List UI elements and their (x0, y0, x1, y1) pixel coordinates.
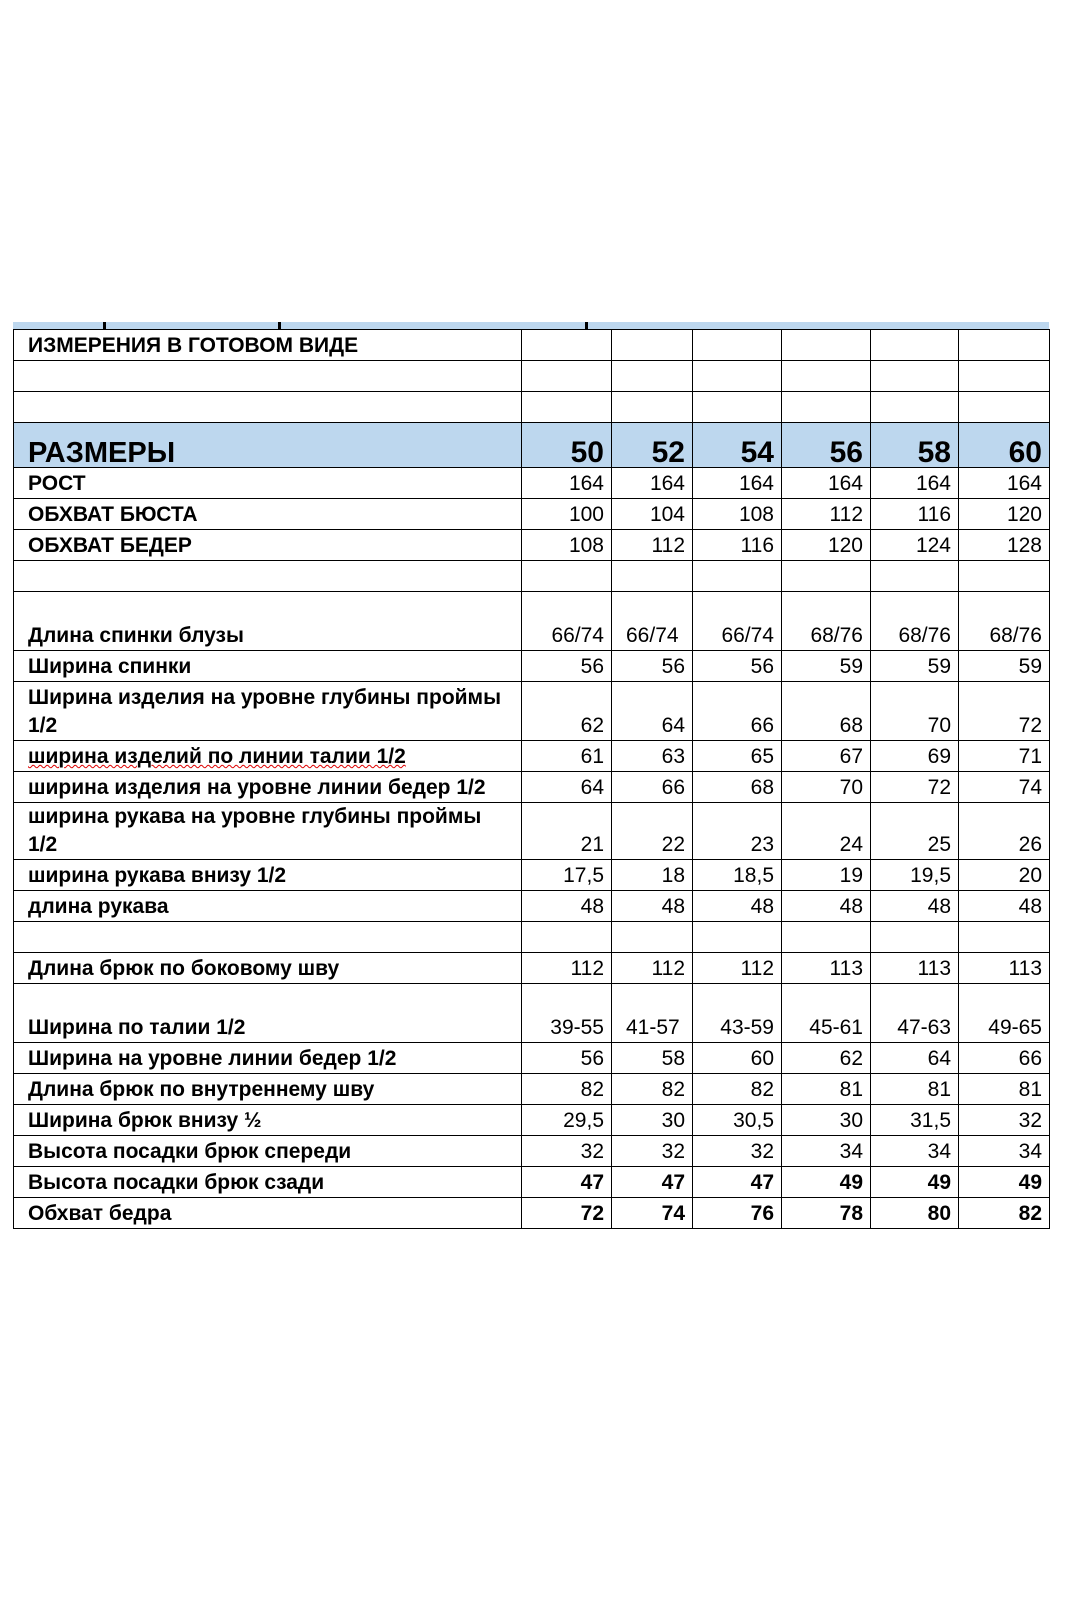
size-header-cell: 58 (871, 423, 959, 468)
value-cell: 64 (612, 682, 693, 741)
empty-cell (871, 361, 959, 392)
value-cell: 47 (522, 1167, 612, 1198)
empty-cell (871, 922, 959, 953)
value-cell: 58 (612, 1043, 693, 1074)
value-cell: 68 (693, 772, 782, 803)
value-cell: 116 (693, 530, 782, 561)
header-strip (13, 322, 1049, 329)
row-label: ширина рукава внизу 1/2 (14, 860, 522, 891)
table-row (14, 803, 1050, 860)
value-cell: 59 (782, 651, 871, 682)
value-cell: 66/74 (693, 592, 782, 651)
value-cell: 120 (959, 499, 1050, 530)
value-cell: 49 (871, 1167, 959, 1198)
value-cell: 71 (959, 741, 1050, 772)
value-cell: 64 (522, 772, 612, 803)
value-cell: 47 (612, 1167, 693, 1198)
value-cell: 164 (693, 468, 782, 499)
empty-cell (612, 561, 693, 592)
empty-cell (959, 392, 1050, 423)
size-header-cell: 60 (959, 423, 1050, 468)
value-cell: 17,5 (522, 860, 612, 891)
value-cell: 68/76 (871, 592, 959, 651)
row-label: РОСТ (14, 468, 522, 499)
value-cell: 59 (959, 651, 1050, 682)
value-cell: 26 (959, 803, 1050, 860)
table-row (14, 984, 1050, 1043)
empty-cell (871, 561, 959, 592)
value-cell: 47 (693, 1167, 782, 1198)
empty-cell (782, 361, 871, 392)
value-cell: 45-61 (782, 984, 871, 1043)
value-cell: 82 (693, 1074, 782, 1105)
row-label: ширина изделий по линии талии 1/2 (14, 741, 522, 772)
value-cell: 48 (959, 891, 1050, 922)
value-cell: 32 (693, 1136, 782, 1167)
sizes-header-label: РАЗМЕРЫ (14, 423, 522, 468)
empty-cell (612, 922, 693, 953)
value-cell: 49 (782, 1167, 871, 1198)
value-cell: 108 (522, 530, 612, 561)
value-cell: 82 (522, 1074, 612, 1105)
value-cell: 56 (522, 1043, 612, 1074)
value-cell: 24 (782, 803, 871, 860)
empty-cell (522, 330, 612, 361)
value-cell: 66 (693, 682, 782, 741)
empty-cell (612, 392, 693, 423)
table-row (14, 1198, 1050, 1229)
table-row (14, 1167, 1050, 1198)
table-row-empty (14, 392, 1050, 423)
value-cell: 67 (782, 741, 871, 772)
size-chart (13, 322, 1049, 1229)
empty-cell (782, 392, 871, 423)
value-cell: 81 (959, 1074, 1050, 1105)
value-cell: 113 (871, 953, 959, 984)
row-label: Ширина по талии 1/2 (14, 984, 522, 1043)
value-cell: 30 (782, 1105, 871, 1136)
value-cell: 20 (959, 860, 1050, 891)
value-cell: 18 (612, 860, 693, 891)
size-header-cell: 54 (693, 423, 782, 468)
value-cell: 21 (522, 803, 612, 860)
empty-cell (693, 392, 782, 423)
value-cell: 164 (871, 468, 959, 499)
value-cell: 34 (871, 1136, 959, 1167)
table-row-empty (14, 361, 1050, 392)
row-label: ОБХВАТ БЮСТА (14, 499, 522, 530)
value-cell: 41-57 (612, 984, 693, 1043)
value-cell: 72 (522, 1198, 612, 1229)
row-label: Ширина на уровне линии бедер 1/2 (14, 1043, 522, 1074)
size-header-cell: 50 (522, 423, 612, 468)
value-cell: 76 (693, 1198, 782, 1229)
empty-cell (959, 330, 1050, 361)
strip-tick (278, 322, 281, 330)
value-cell: 30 (612, 1105, 693, 1136)
value-cell: 68 (782, 682, 871, 741)
value-cell: 112 (612, 953, 693, 984)
empty-cell (522, 922, 612, 953)
row-label: ширина изделия на уровне линии бедер 1/2 (14, 772, 522, 803)
value-cell: 32 (612, 1136, 693, 1167)
table-row (14, 860, 1050, 891)
title-row (14, 330, 1050, 361)
value-cell: 66 (959, 1043, 1050, 1074)
value-cell: 56 (522, 651, 612, 682)
row-label: Ширина спинки (14, 651, 522, 682)
value-cell: 64 (871, 1043, 959, 1074)
value-cell: 49-65 (959, 984, 1050, 1043)
value-cell: 108 (693, 499, 782, 530)
value-cell: 32 (959, 1105, 1050, 1136)
empty-cell (871, 330, 959, 361)
value-cell: 66 (612, 772, 693, 803)
value-cell: 164 (522, 468, 612, 499)
row-label: Длина брюк по боковому шву (14, 953, 522, 984)
value-cell: 164 (959, 468, 1050, 499)
row-label: ОБХВАТ БЕДЕР (14, 530, 522, 561)
size-header-cell: 56 (782, 423, 871, 468)
strip-tick (103, 322, 106, 330)
measurements-table (13, 329, 1050, 1229)
row-label: Высота посадки брюк спереди (14, 1136, 522, 1167)
value-cell: 23 (693, 803, 782, 860)
value-cell: 113 (959, 953, 1050, 984)
value-cell: 66/74 (522, 592, 612, 651)
value-cell: 72 (959, 682, 1050, 741)
table-row (14, 891, 1050, 922)
table-row (14, 682, 1050, 741)
value-cell: 70 (782, 772, 871, 803)
empty-cell (871, 392, 959, 423)
value-cell: 29,5 (522, 1105, 612, 1136)
value-cell: 164 (782, 468, 871, 499)
table-row (14, 468, 1050, 499)
value-cell: 19 (782, 860, 871, 891)
value-cell: 78 (782, 1198, 871, 1229)
value-cell: 63 (612, 741, 693, 772)
table-row (14, 499, 1050, 530)
value-cell: 62 (782, 1043, 871, 1074)
value-cell: 65 (693, 741, 782, 772)
value-cell: 68/76 (959, 592, 1050, 651)
value-cell: 48 (782, 891, 871, 922)
value-cell: 31,5 (871, 1105, 959, 1136)
value-cell: 81 (871, 1074, 959, 1105)
value-cell: 74 (959, 772, 1050, 803)
empty-cell (782, 561, 871, 592)
table-row (14, 1105, 1050, 1136)
row-label: Ширина изделия на уровне глубины проймы 1/2 (14, 682, 522, 741)
value-cell: 70 (871, 682, 959, 741)
row-label: Ширина брюк внизу ½ (14, 1105, 522, 1136)
value-cell: 104 (612, 499, 693, 530)
value-cell: 120 (782, 530, 871, 561)
table-row-empty (14, 922, 1050, 953)
table-row (14, 1074, 1050, 1105)
value-cell: 25 (871, 803, 959, 860)
empty-cell (782, 330, 871, 361)
row-label: Длина спинки блузы (14, 592, 522, 651)
value-cell: 81 (782, 1074, 871, 1105)
empty-cell (693, 922, 782, 953)
value-cell: 43-59 (693, 984, 782, 1043)
empty-cell (14, 561, 522, 592)
table-row (14, 741, 1050, 772)
value-cell: 48 (693, 891, 782, 922)
value-cell: 19,5 (871, 860, 959, 891)
value-cell: 100 (522, 499, 612, 530)
value-cell: 18,5 (693, 860, 782, 891)
value-cell: 39-55 (522, 984, 612, 1043)
value-cell: 112 (522, 953, 612, 984)
empty-cell (693, 330, 782, 361)
value-cell: 34 (782, 1136, 871, 1167)
value-cell: 56 (612, 651, 693, 682)
value-cell: 60 (693, 1043, 782, 1074)
value-cell: 164 (612, 468, 693, 499)
value-cell: 124 (871, 530, 959, 561)
table-row (14, 1136, 1050, 1167)
value-cell: 82 (959, 1198, 1050, 1229)
value-cell: 22 (612, 803, 693, 860)
empty-cell (612, 361, 693, 392)
value-cell: 74 (612, 1198, 693, 1229)
table-row (14, 530, 1050, 561)
value-cell: 48 (871, 891, 959, 922)
row-label: Длина брюк по внутреннему шву (14, 1074, 522, 1105)
value-cell: 32 (522, 1136, 612, 1167)
size-header-cell: 52 (612, 423, 693, 468)
table-row (14, 953, 1050, 984)
value-cell: 48 (522, 891, 612, 922)
row-label: Обхват бедра (14, 1198, 522, 1229)
value-cell: 49 (959, 1167, 1050, 1198)
table-row (14, 772, 1050, 803)
value-cell: 34 (959, 1136, 1050, 1167)
table-row (14, 592, 1050, 651)
value-cell: 56 (693, 651, 782, 682)
value-cell: 112 (782, 499, 871, 530)
empty-cell (693, 561, 782, 592)
value-cell: 62 (522, 682, 612, 741)
empty-cell (693, 361, 782, 392)
table-row (14, 1043, 1050, 1074)
sizes-header-row (14, 423, 1050, 468)
value-cell: 112 (612, 530, 693, 561)
empty-cell (959, 561, 1050, 592)
table-title: ИЗМЕРЕНИЯ В ГОТОВОМ ВИДЕ (14, 330, 522, 361)
empty-cell (14, 922, 522, 953)
value-cell: 68/76 (782, 592, 871, 651)
row-label: ширина рукава на уровне глубины проймы 1/2 (14, 803, 522, 860)
value-cell: 72 (871, 772, 959, 803)
value-cell: 59 (871, 651, 959, 682)
empty-cell (959, 922, 1050, 953)
empty-cell (782, 922, 871, 953)
value-cell: 66/74 (612, 592, 693, 651)
table-body (14, 330, 1050, 1229)
value-cell: 112 (693, 953, 782, 984)
value-cell: 116 (871, 499, 959, 530)
value-cell: 30,5 (693, 1105, 782, 1136)
strip-tick (585, 322, 588, 330)
value-cell: 80 (871, 1198, 959, 1229)
empty-cell (522, 561, 612, 592)
empty-cell (14, 392, 522, 423)
value-cell: 48 (612, 891, 693, 922)
value-cell: 61 (522, 741, 612, 772)
value-cell: 113 (782, 953, 871, 984)
row-label: длина рукава (14, 891, 522, 922)
value-cell: 128 (959, 530, 1050, 561)
row-label: Высота посадки брюк сзади (14, 1167, 522, 1198)
empty-cell (522, 392, 612, 423)
empty-cell (612, 330, 693, 361)
empty-cell (522, 361, 612, 392)
value-cell: 82 (612, 1074, 693, 1105)
empty-cell (959, 361, 1050, 392)
empty-cell (14, 361, 522, 392)
table-row-empty (14, 561, 1050, 592)
value-cell: 69 (871, 741, 959, 772)
table-row (14, 651, 1050, 682)
value-cell: 47-63 (871, 984, 959, 1043)
